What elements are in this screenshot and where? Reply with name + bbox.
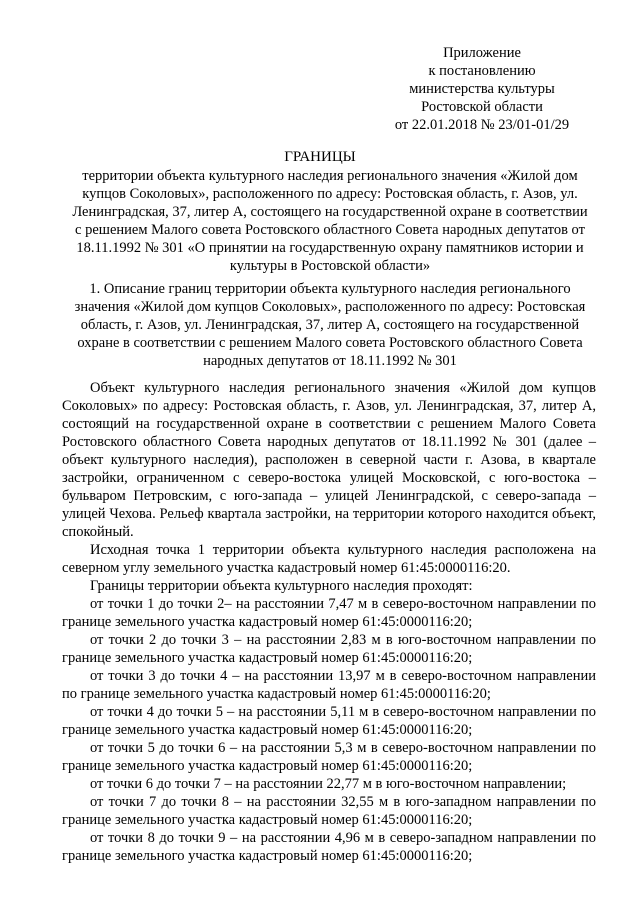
document-body [62, 379, 596, 865]
appendix-line: от 22.01.2018 № 23/01-01/29 [394, 117, 570, 133]
document-subtitle: территории объекта культурного наследия регионального значения «Жилой дом купцов Соколовых», расположенного по адресу: Ростовская область, г. Азов, ул. Ленинградская, 37, литер А, состоящего на государственной охране в соответствии с решением Малого совета Ростовского областного Совета народных депутатов от 18.11.1992 № 301 «О принятии на государственную охрану памятников истории и культуры в Ростовской области» [72, 168, 588, 274]
body-paragraph: от точки 1 до точки 2– на расстоянии 7,47 м в северо-восточном направлении по границе земельного участка кадастровый номер 61:45:0000116:20; [62, 596, 596, 630]
appendix-block [382, 44, 582, 134]
body-paragraph: от точки 7 до точки 8 – на расстоянии 32,55 м в юго-западном направлении по границе земельного участка кадастровый номер 61:45:0000116:20; [62, 794, 596, 828]
body-paragraph: от точки 6 до точки 7 – на расстоянии 22,77 м в юго-восточном направлении; [90, 776, 567, 792]
body-paragraph: от точки 2 до точки 3 – на расстоянии 2,83 м в юго-восточном направлении по границе земельного участка кадастровый номер 61:45:0000116:20; [62, 632, 596, 666]
appendix-line: министерства культуры [409, 81, 555, 97]
document-title: ГРАНИЦЫ [284, 149, 356, 165]
body-paragraph: от точки 3 до точки 4 – на расстоянии 13,97 м в северо-восточном направлении по границе земельного участка кадастровый номер 61:45:0000116:20; [62, 668, 596, 702]
appendix-line: Приложение [443, 45, 521, 61]
body-paragraph: от точки 8 до точки 9 – на расстоянии 4,96 м в северо-западном направлении по границе земельного участка кадастровый номер 61:45:0000116:20; [62, 830, 596, 864]
appendix-line: Ростовской области [421, 99, 543, 115]
body-paragraph: от точки 5 до точки 6 – на расстоянии 5,3 м в северо-восточном направлении по границе земельного участка кадастровый номер 61:45:0000116:20; [62, 740, 596, 774]
body-paragraph: Границы территории объекта культурного наследия проходят: [90, 578, 473, 594]
section-heading: 1. Описание границ территории объекта культурного наследия регионального значения «Жилой дом купцов Соколовых», расположенного по адресу: Ростовская область, г. Азов, ул. Ленинградская, 37, литер А, состоящего на государственной охране в соответствии с решением Малого совета Ростовского областного Совета народных депутатов от 18.11.1992 № 301 [74, 281, 586, 369]
body-paragraph: Исходная точка 1 территории объекта культурного наследия расположена на северном углу земельного участка кадастровый номер 61:45:0000116:20. [62, 542, 596, 576]
body-paragraph: от точки 4 до точки 5 – на расстоянии 5,11 м в северо-восточном направлении по границе земельного участка кадастровый номер 61:45:0000116:20; [62, 704, 596, 738]
body-paragraph: Объект культурного наследия регионального значения «Жилой дом купцов Соколовых» по адресу: Ростовская область, г. Азов, ул. Ленинградская, 37, литер А, состоящий на государственной охране в соответствии с решением Малого Совета Ростовского областного Совета народных депутатов от 18.11.1992 № 301 (далее – объект культурного наследия), расположен в северной части г. Азова, в квартале застройки, ограниченном с северо-востока улицей Московской, с юго-востока – бульваром Петровским, с юго-запада – улицей Ленинградской, с северо-запада – улицей Чехова. Рельеф квартала застройки, на территории которого находится объект, спокойный. [62, 380, 596, 540]
appendix-line: к постановлению [428, 63, 536, 79]
